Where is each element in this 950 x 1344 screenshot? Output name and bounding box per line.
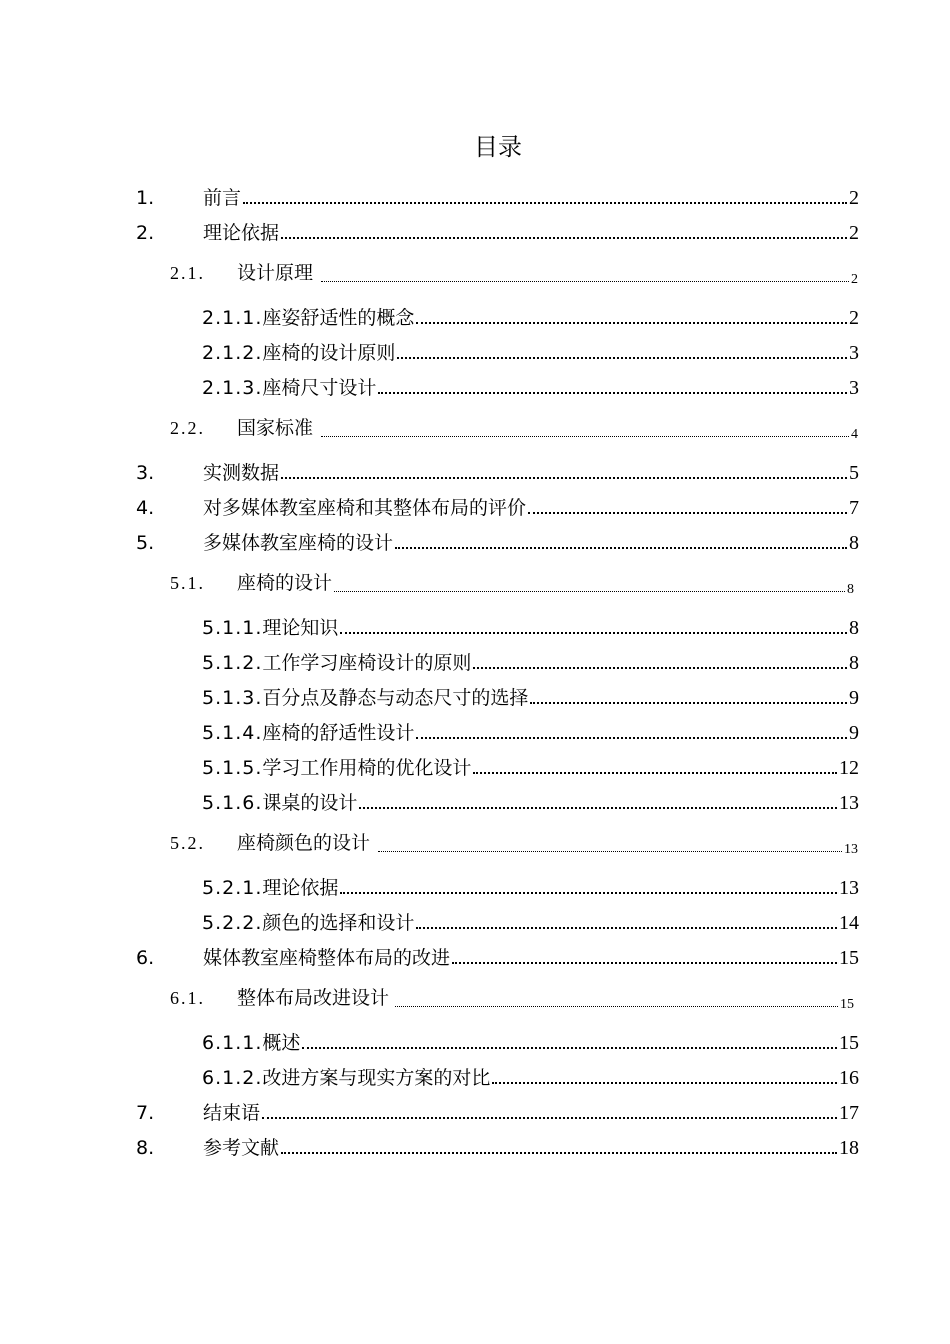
toc-entry-number: 6. [136, 947, 155, 969]
toc-entry-page: 15 [840, 997, 854, 1012]
toc-entry-page: 9 [849, 687, 859, 709]
toc-entry[interactable] [170, 414, 858, 440]
toc-entry[interactable] [202, 649, 859, 675]
toc-entry-title: 百分点及静态与动态尺寸的选择 [262, 687, 529, 709]
toc-dot-leader [416, 322, 847, 324]
toc-entry-page: 16 [839, 1067, 859, 1089]
toc-entry-title: 课桌的设计 [262, 792, 358, 814]
toc-entry[interactable] [136, 459, 859, 485]
toc-dot-leader [243, 202, 847, 204]
toc-entry-page: 13 [844, 842, 858, 857]
toc-entry-number: 8. [136, 1137, 155, 1159]
toc-dot-leader [473, 772, 837, 774]
toc-entry[interactable] [170, 569, 854, 595]
toc-entry-page: 12 [839, 757, 859, 779]
toc-entry-title: 座椅颜色的设计 [237, 832, 371, 854]
toc-entry-title: 多媒体教室座椅的设计 [203, 532, 394, 554]
toc-entry-number: 5.2.2. [202, 912, 263, 934]
toc-entry-title: 座椅尺寸设计 [262, 377, 377, 399]
toc-dot-leader [528, 512, 847, 514]
toc-entry-page: 7 [849, 497, 859, 519]
toc-entry-number: 1. [136, 187, 155, 209]
toc-entry-number: 2. [136, 222, 155, 244]
toc-dot-leader [321, 281, 849, 282]
toc-entry[interactable] [202, 304, 859, 330]
toc-entry-title: 概述 [262, 1032, 301, 1054]
toc-dot-leader [473, 667, 847, 669]
toc-dot-leader [395, 1006, 838, 1007]
toc-entry[interactable] [170, 984, 854, 1010]
toc-entry-title: 结束语 [203, 1102, 261, 1124]
toc-dot-leader [262, 1117, 837, 1119]
toc-entry-number: 5.1.4. [202, 722, 263, 744]
toc-entry-page: 13 [839, 792, 859, 814]
toc-entry-number: 5.1.1. [202, 617, 263, 639]
toc-entry-page: 3 [849, 377, 859, 399]
page-title: 目录 [474, 133, 522, 161]
toc-entry[interactable] [136, 184, 859, 210]
toc-entry-number: 3. [136, 462, 155, 484]
toc-dot-leader [416, 737, 847, 739]
toc-dot-leader [359, 807, 837, 809]
toc-dot-leader [281, 1152, 837, 1154]
toc-entry[interactable] [136, 219, 859, 245]
toc-entry-title: 对多媒体教室座椅和其整体布局的评价 [203, 497, 527, 519]
toc-entry-title: 参考文献 [203, 1137, 280, 1159]
toc-entry-title: 学习工作用椅的优化设计 [262, 757, 472, 779]
toc-entry[interactable] [202, 719, 859, 745]
toc-entry-title: 国家标准 [237, 417, 314, 439]
toc-dot-leader [281, 477, 847, 479]
toc-entry-page: 8 [849, 652, 859, 674]
toc-entry-number: 2.1.3. [202, 377, 263, 399]
toc-entry-page: 13 [839, 877, 859, 899]
toc-dot-leader [492, 1082, 837, 1084]
toc-entry[interactable] [202, 339, 859, 365]
toc-entry-title: 理论依据 [262, 877, 339, 899]
toc-entry[interactable] [202, 684, 859, 710]
toc-entry[interactable] [202, 374, 859, 400]
toc-entry-title: 理论依据 [203, 222, 280, 244]
toc-entry[interactable] [202, 1064, 859, 1090]
toc-entry-title: 座椅的设计原则 [262, 342, 396, 364]
toc-dot-leader [452, 962, 837, 964]
toc-dot-leader [395, 547, 847, 549]
toc-entry-page: 3 [849, 342, 859, 364]
toc-entry-title: 实测数据 [203, 462, 280, 484]
toc-entry-number: 5.1.3. [202, 687, 263, 709]
toc-entry-number: 5.1.5. [202, 757, 263, 779]
toc-entry[interactable] [202, 754, 859, 780]
toc-entry-number: 5.1. [170, 573, 205, 593]
toc-dot-leader [321, 436, 849, 437]
toc-entry-page: 18 [839, 1137, 859, 1159]
toc-entry-number: 5.2.1. [202, 877, 263, 899]
toc-entry-number: 5.1.6. [202, 792, 263, 814]
toc-entry-title: 颜色的选择和设计 [262, 912, 415, 934]
toc-dot-leader [334, 591, 845, 592]
toc-entry-number: 5. [136, 532, 155, 554]
toc-entry-page: 17 [839, 1102, 859, 1124]
toc-entry-number: 4. [136, 497, 155, 519]
toc-entry-title: 媒体教室座椅整体布局的改进 [203, 947, 451, 969]
toc-entry-title: 座椅的设计 [237, 572, 333, 594]
toc-entry-title: 整体布局改进设计 [237, 987, 390, 1009]
toc-entry-page: 8 [849, 532, 859, 554]
toc-entry-page: 2 [851, 272, 858, 287]
toc-entry[interactable] [136, 1099, 859, 1125]
toc-entry[interactable] [136, 529, 859, 555]
toc-entry-title: 前言 [203, 187, 242, 209]
toc-entry[interactable] [136, 944, 859, 970]
toc-entry-page: 2 [849, 187, 859, 209]
toc-entry-number: 6.1.2. [202, 1067, 263, 1089]
toc-entry-title: 工作学习座椅设计的原则 [262, 652, 472, 674]
toc-entry[interactable] [170, 829, 858, 855]
toc-entry-page: 2 [849, 307, 859, 329]
toc-entry-page: 14 [839, 912, 859, 934]
toc-entry-title: 改进方案与现实方案的对比 [262, 1067, 491, 1089]
toc-entry-page: 5 [849, 462, 859, 484]
toc-dot-leader [378, 851, 842, 852]
toc-entry[interactable] [136, 494, 859, 520]
toc-entry-number: 6.1.1. [202, 1032, 263, 1054]
toc-entry-page: 15 [839, 1032, 859, 1054]
toc-entry-title: 理论知识 [262, 617, 339, 639]
toc-dot-leader [378, 392, 847, 394]
toc-entry-number: 2.1.2. [202, 342, 263, 364]
toc-entry-page: 2 [849, 222, 859, 244]
toc-entry-number: 7. [136, 1102, 155, 1124]
toc-entry[interactable] [136, 1134, 859, 1160]
toc-entry-number: 6.1. [170, 988, 205, 1008]
toc-dot-leader [416, 927, 837, 929]
toc-entry[interactable] [202, 614, 859, 640]
toc-dot-leader [340, 892, 837, 894]
toc-entry-number: 2.1.1. [202, 307, 263, 329]
toc-entry-title: 设计原理 [237, 262, 314, 284]
toc-entry-page: 9 [849, 722, 859, 744]
toc-entry[interactable] [202, 874, 859, 900]
toc-dot-leader [281, 237, 847, 239]
toc-entry-number: 2.2. [170, 418, 205, 438]
toc-entry-number: 5.1.2. [202, 652, 263, 674]
toc-entry-page: 4 [851, 427, 858, 442]
toc-dot-leader [530, 702, 847, 704]
toc-entry-page: 8 [847, 582, 854, 597]
toc-entry-page: 8 [849, 617, 859, 639]
toc-entry-title: 座姿舒适性的概念 [262, 307, 415, 329]
toc-dot-leader [397, 357, 847, 359]
toc-entry-page: 15 [839, 947, 859, 969]
toc-dot-leader [302, 1047, 837, 1049]
toc-entry[interactable] [202, 789, 859, 815]
toc-dot-leader [340, 632, 847, 634]
toc-entry-title: 座椅的舒适性设计 [262, 722, 415, 744]
toc-entry-number: 5.2. [170, 833, 205, 853]
toc-entry-number: 2.1. [170, 263, 205, 283]
toc-entry[interactable] [170, 259, 858, 285]
toc-entry[interactable] [202, 909, 859, 935]
toc-entry[interactable] [202, 1029, 859, 1055]
